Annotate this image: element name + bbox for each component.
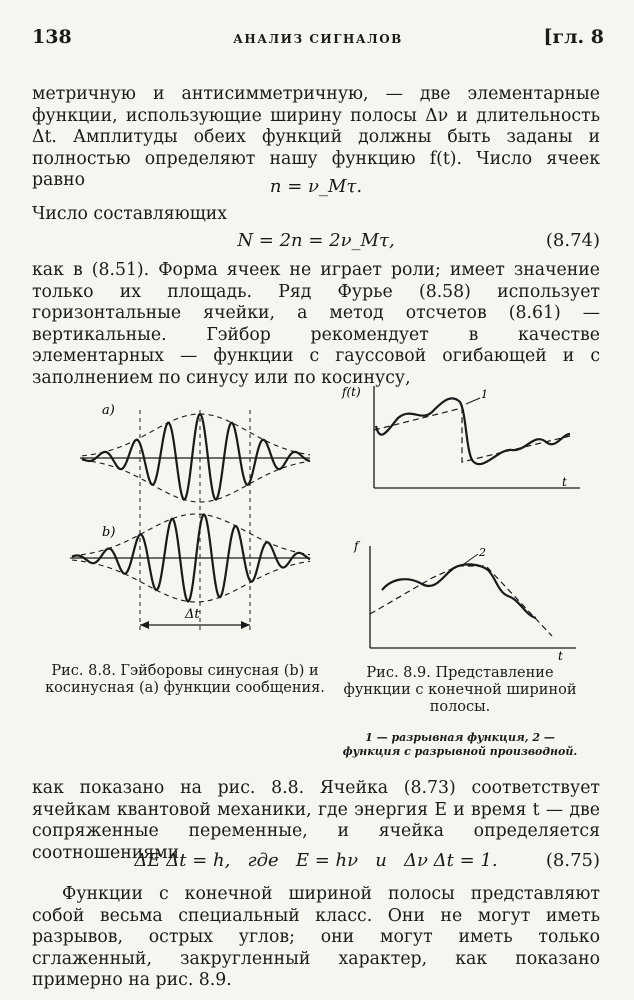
equation-number-875: (8.75) [545, 850, 600, 871]
fig89-curve-label-2: 2 [479, 546, 486, 559]
fig88-delta-label: Δt [185, 607, 200, 622]
fig89-smooth-curve-2 [382, 564, 536, 618]
equation-number-874: (8.74) [545, 230, 600, 251]
components-label-row [32, 204, 600, 228]
paragraph-2: как в (8.51). Форма ячеек не играет роли; имеет значение только их площадь. Ряд Фурье (8.58) использует горизонтальные ячейки, а метод отсчетов (8.61) — вертикальные. Гэйбор рекомендует в качестве элементарных — функции с гауссовой огибающей и с заполнением по синусу или по косинусу, [32, 260, 600, 388]
fig88-cosine-wave [82, 414, 310, 500]
formula-cells: n = ν_Mτ. [269, 176, 363, 197]
fig89-legend: 1 — разрывная функция, 2 — функция с разрывной производной. [342, 731, 578, 758]
fig88-arrowhead-left [140, 621, 149, 629]
fig88-caption: Рис. 8.8. Гэйборовы синусная (b) и косинусная (a) функции сообщения. [45, 663, 325, 696]
fig89-leader-1 [466, 398, 480, 404]
fig88-envelope-a-upper [82, 414, 310, 456]
fig89-caption: Рис. 8.9. Представление функции с конечной шириной полосы. [343, 665, 577, 715]
fig89-kinked-function [370, 566, 552, 636]
fig89-curve-label-1: 1 [481, 388, 488, 401]
paragraph-3: как показано на рис. 8.8. Ячейка (8.73) соответствует ячейкам квантовой механики, где энергия E и время t — две сопряженные переменные, и ячейка определяется соотношениями [32, 778, 600, 863]
components-label: Число составляющих [32, 204, 228, 224]
fig89-bottom-y-label: f [354, 539, 359, 553]
fig88-label-b: b) [102, 525, 116, 540]
formula-uncertainty: ΔE Δt = h, где E = hν и Δν Δt = 1. (8.75) [134, 850, 600, 871]
chapter-label: [гл. 8 [543, 26, 604, 48]
fig89-top-y-label: f(t) [342, 385, 361, 399]
fig89-leader-2 [464, 554, 478, 564]
paragraph-1: метричную и антисимметричную, — две элементарные функции, использующие ширину полосы Δν и длительность Δt. Амплитуды обеих функций должны быть заданы и полностью определяют нашу функцию f(t). Число ячеек равно [32, 84, 600, 190]
running-title: АНАЛИЗ СИГНАЛОВ [233, 32, 403, 46]
figure-8-9 [340, 378, 590, 668]
figure-8-8 [60, 390, 330, 650]
formula-components: N = 2n = 2ν_Mτ, (8.74) [237, 230, 600, 251]
paragraph-4: Функции с конечной шириной полосы представляют собой весьма специальный класс. Они не могут иметь разрывов, острых углов; они могут иметь только сглаженный, закругленный характер, как показано примерно на рис. 8.9. [32, 884, 600, 990]
page-header [32, 22, 604, 52]
fig89-top-x-label: t [562, 475, 567, 489]
fig89-smooth-curve-1 [376, 398, 570, 464]
fig88-arrowhead-right [241, 621, 250, 629]
fig88-label-a: a) [102, 403, 115, 418]
page-number: 138 [32, 26, 72, 48]
fig89-bottom-x-label: t [558, 649, 563, 663]
fig89-discontinuous-function [374, 408, 570, 462]
